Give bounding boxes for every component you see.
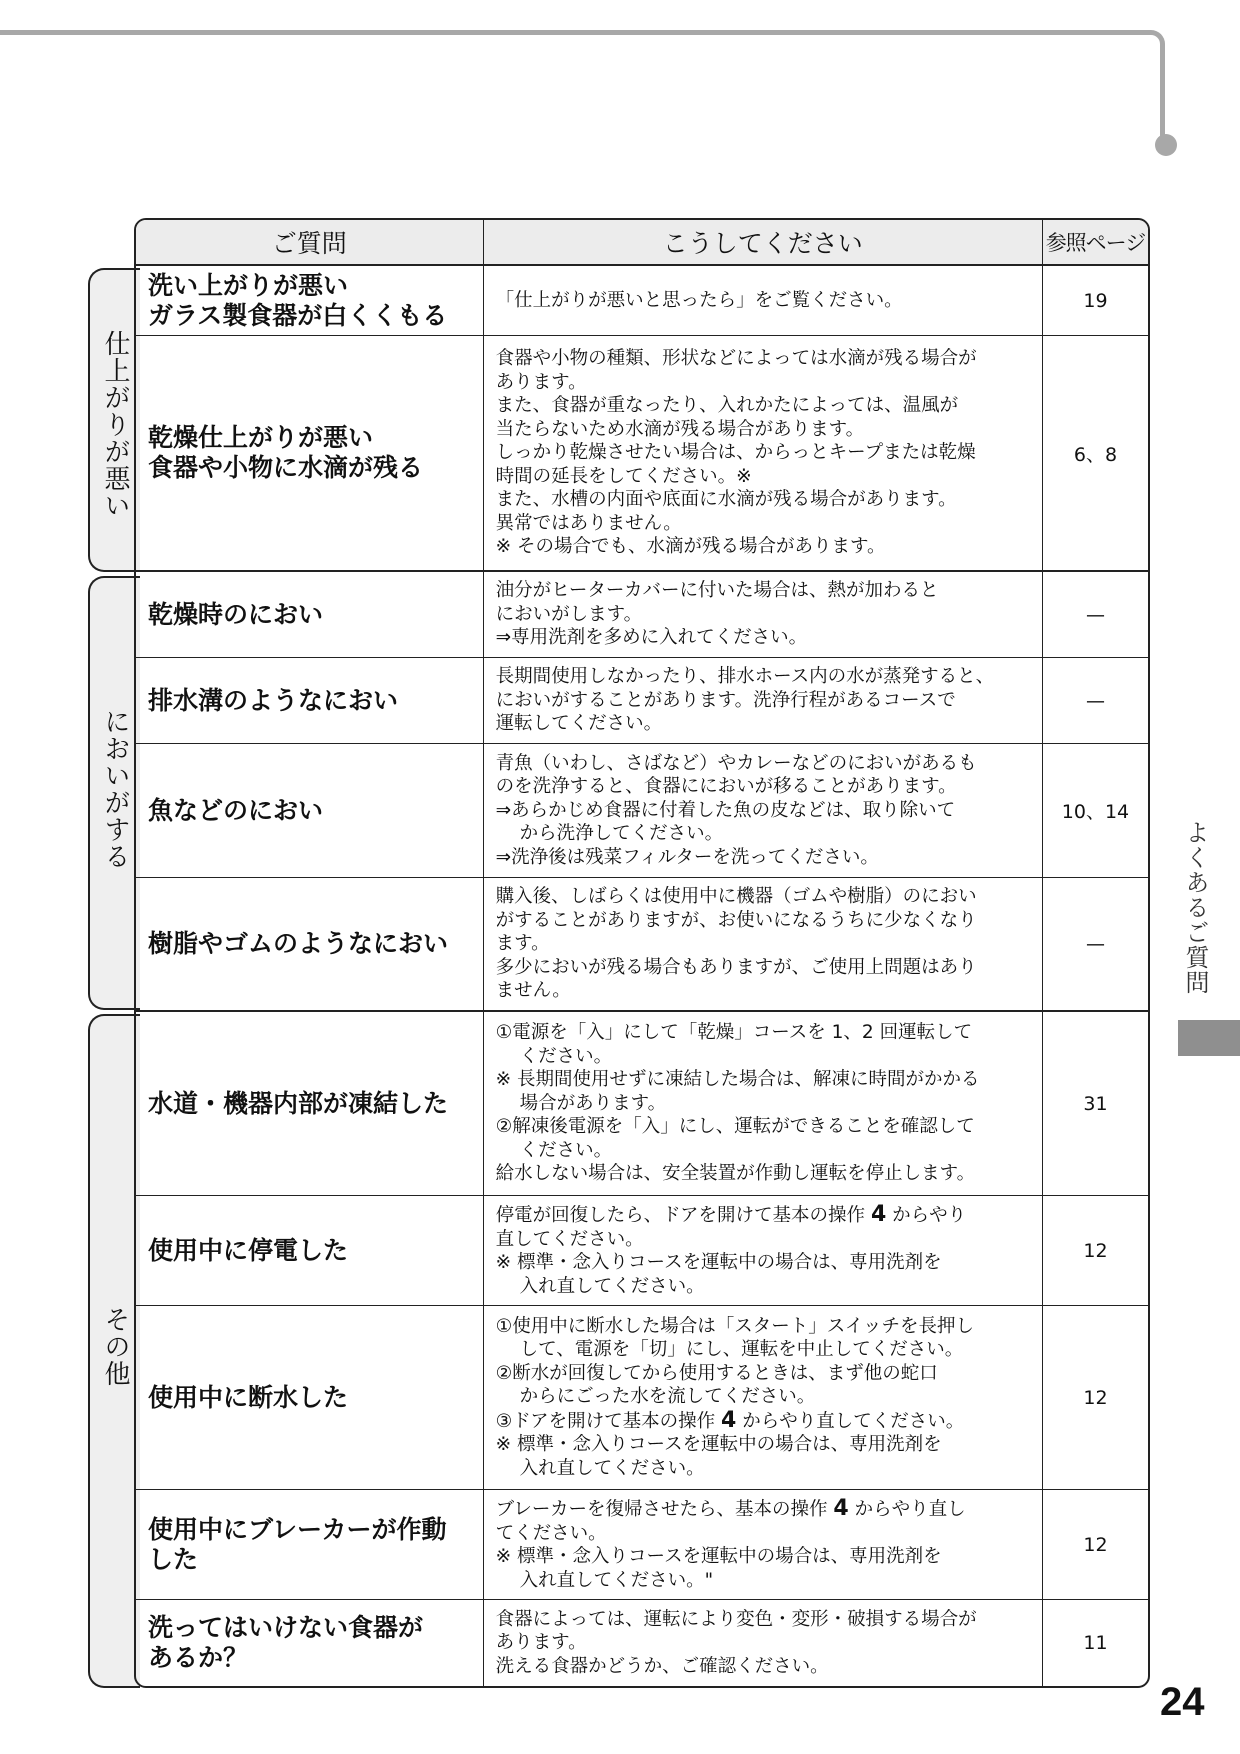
answer-text: ください。 [519,1139,613,1161]
table-row [136,572,1148,658]
faq-table [134,218,1150,1688]
answer-text: あります。 [495,1632,587,1654]
answer-text: 食器や小物の種類、形状などによっては水滴が残る場合が [495,348,977,370]
answer-text: また、水槽の内面や底面に水滴が残る場合があります。 [495,489,957,511]
question-text: あるか？ [148,1643,249,1672]
answer-cell [484,572,1043,658]
question-cell [136,336,484,572]
table-row [136,1600,1148,1686]
table-row [136,266,1148,336]
answer-cell [484,1306,1043,1490]
question-text: 乾燥仕上がりが悪い [148,423,374,452]
question-cell [136,878,484,1012]
answer-text: 異常ではありません。 [495,512,682,534]
answer-text: 購入後、しばらくは使用中に機器（ゴムや樹脂）のにおい [495,886,977,908]
question-text: 樹脂やゴムのようなにおい [148,929,449,958]
answer-cell [484,744,1043,878]
table-row [136,744,1148,878]
step-number: 4 [833,1496,849,1521]
answer-text-part: ③ドアを開けて基本の操作 [495,1410,716,1432]
table-row [136,336,1148,572]
header-reference: 参照ページ [1043,220,1148,266]
reference-cell: 19 [1043,266,1148,336]
answer-cell [484,1600,1043,1686]
question-text: 使用中にブレーカーが作動 [148,1514,447,1544]
category-label: 仕上がりが悪い [100,330,130,519]
answer-text: 油分がヒーターカバーに付いた場合は、熱が加わると [495,580,939,602]
question-text: 使用中に停電した [148,1235,349,1265]
question-text: 洗ってはいけない食器が [148,1613,424,1642]
answer-text: ①使用中に断水した場合は「スタート」スイッチを長押し [495,1315,974,1337]
step-number: 4 [721,1407,737,1433]
question-cell [136,1012,484,1196]
table-row [136,1306,1148,1490]
answer-text: ※ 標準・念入りコースを運転中の場合は、専用洗剤を [495,1252,942,1273]
page-number: 24 [1160,1680,1205,1724]
answer-text: ②断水が回復してから使用するときは、まず他の蛇口 [495,1362,938,1384]
reference-cell: — [1043,658,1148,744]
answer-text: 洗える食器かどうか、ご確認ください。 [495,1655,829,1677]
answer-text: 直してください。 [495,1228,644,1250]
reference-cell: — [1043,878,1148,1012]
answer-text: から洗浄してください。 [519,823,724,845]
answer-text: のを洗浄すると、食器ににおいが移ることがあります。 [495,776,957,798]
answer-text: ⇒あらかじめ食器に付着した魚の皮などは、取り除いて [495,799,956,821]
question-text: 排水溝のようなにおい [148,685,399,715]
question-cell [136,572,484,658]
answer-text: においがします。 [495,603,643,625]
answer-text: また、食器が重なったり、入れかたによっては、温風が [495,395,959,417]
question-text: 魚などのにおい [148,795,324,825]
answer-text-part: からやり直してください。 [742,1410,965,1432]
question-cell [136,1600,484,1686]
reference-cell: 12 [1043,1490,1148,1600]
answer-text: ください。 [519,1045,613,1067]
answer-text: ※ 標準・念入りコースを運転中の場合は、専用洗剤を [495,1434,942,1456]
answer-text-part: からやり [892,1205,967,1226]
question-text: 使用中に断水した [148,1382,349,1412]
answer-text: 青魚（いわし、さばなど）やカレーなどのにおいがあるも [495,752,977,774]
answer-text: からにごった水を流してください。 [519,1386,816,1408]
answer-text: あります。 [495,371,587,393]
question-text: 乾燥時のにおい [148,599,324,629]
reference-cell: 10、14 [1043,744,1148,878]
answer-text: てください。 [495,1522,607,1544]
question-text: 水道・機器内部が凍結した [148,1088,449,1118]
answer-text: ます。 [495,933,550,955]
answer-text: ⇒洗浄後は残菜フィルターを洗ってください。 [495,846,879,868]
question-cell [136,744,484,878]
table-row [136,658,1148,744]
table-row [136,1490,1148,1600]
reference-cell: 12 [1043,1306,1148,1490]
category-odor [88,576,140,1010]
reference-cell: — [1043,572,1148,658]
header-answer: こうしてください [484,220,1043,266]
answer-text-part: 停電が回復したら、ドアを開けて基本の操作 [495,1205,866,1226]
answer-text: においがすることがあります。洗浄行程があるコースで [495,689,956,711]
header-question: ご質問 [136,220,484,266]
question-text: 洗い上がりが悪い [148,270,349,300]
answer-cell [484,1490,1043,1600]
answer-text: 運転してください。 [495,713,663,735]
answer-cell [484,336,1043,572]
answer-text: ①電源を「入」にして「乾燥」コースを 1、2 回運転して [495,1022,973,1044]
answer-text-part: からやり直し [854,1499,966,1520]
question-cell [136,1306,484,1490]
answer-text: しっかり乾燥させたい場合は、からっとキープまたは乾燥 [495,442,976,464]
table-row [136,878,1148,1012]
answer-text: して、電源を「切」にし、運転を中止してください。 [519,1339,964,1361]
answer-text: 多少においが残る場合もありますが、ご使用上問題はあり [495,956,977,978]
answer-text [496,1203,1032,1228]
category-label: においがする [100,708,130,870]
answer-text: ⇒専用洗剤を多めに入れてください。 [495,627,808,649]
category-poor-finish [88,268,140,572]
reference-cell: 6、8 [1043,336,1148,572]
question-cell [136,1196,484,1306]
answer-text: 入れ直してください。" [519,1569,714,1591]
answer-text: 食器によっては、運転により変色・変形・破損する場合が [495,1608,977,1630]
answer-text: ※ 標準・念入りコースを運転中の場合は、専用洗剤を [495,1546,942,1567]
answer-text: 入れ直してください。 [519,1457,705,1479]
table-row [136,1196,1148,1306]
answer-text: 場合があります。 [519,1092,667,1114]
answer-text [496,1497,1032,1522]
question-text: 食器や小物に水滴が残る [148,453,424,482]
answer-text: 給水しない場合は、安全装置が作動し運転を停止します。 [495,1163,976,1185]
question-cell [136,1490,484,1600]
question-text: した [148,1544,199,1574]
answer-text: ※ 長期間使用せずに凍結した場合は、解凍に時間がかかる [495,1069,980,1091]
category-other [88,1014,140,1688]
answer-text: ②解凍後電源を「入」にし、運転ができることを確認して [495,1116,975,1138]
answer-cell [484,878,1043,1012]
question-text: ガラス製食器が白くくもる [148,300,448,330]
top-decorative-rail [0,30,1165,142]
question-cell [136,658,484,744]
answer-text: 「仕上がりが悪いと思ったら」をご覧ください。 [495,289,903,311]
answer-text: ※ その場合でも、水滴が残る場合があります。 [495,536,886,558]
section-side-title: よくあるご質問 [1181,820,1209,995]
answer-text: ません。 [495,980,571,1002]
table-header-row [136,220,1148,266]
question-cell [136,266,484,336]
answer-text: 長期間使用しなかったり、排水ホース内の水が蒸発すると、 [495,666,995,688]
reference-cell: 12 [1043,1196,1148,1306]
reference-cell: 31 [1043,1012,1148,1196]
answer-cell [484,1196,1043,1306]
step-number: 4 [870,1202,887,1227]
answer-text: 時間の延長をしてください。※ [495,465,752,487]
reference-cell: 11 [1083,1632,1108,1654]
answer-cell [484,266,1043,336]
category-label: その他 [100,1306,130,1387]
answer-text [496,1409,1032,1434]
section-tab-marker [1178,1020,1240,1056]
table-row [136,1012,1148,1196]
answer-text-part: ブレーカーを復帰させたら、基本の操作 [495,1499,828,1520]
answer-text: がすることがありますが、お使いになるうちに少なくなり [495,909,977,931]
rail-end-dot [1155,134,1177,156]
answer-cell [484,658,1043,744]
answer-text: 当たらないため水滴が残る場合があります。 [495,418,865,440]
answer-cell [484,1012,1043,1196]
answer-text: 入れ直してください。 [519,1275,705,1297]
